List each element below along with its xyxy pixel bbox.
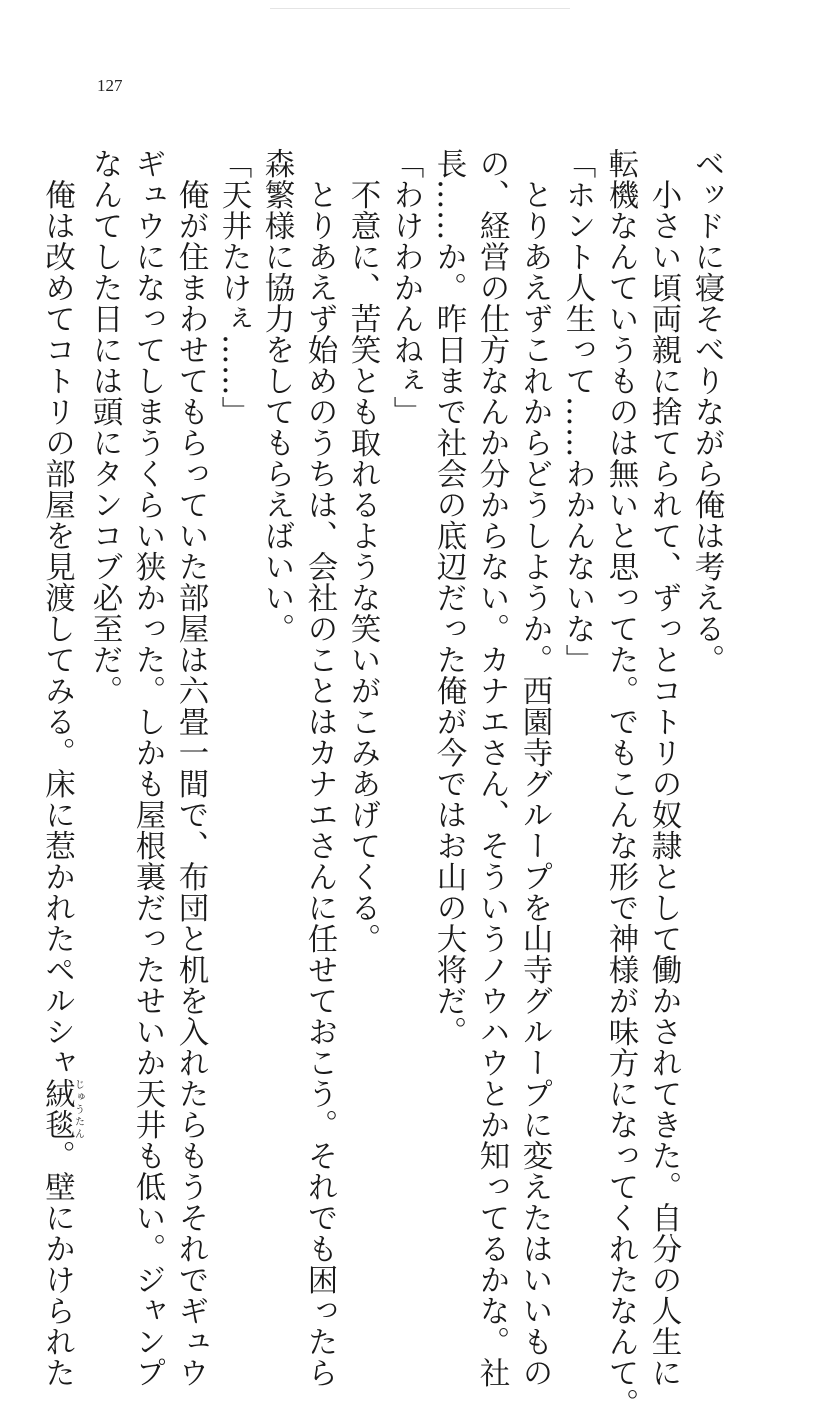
text-line-15: なんてした日には頭にタンコブ必至だ。 <box>87 148 122 706</box>
text-line-16 <box>36 148 84 1388</box>
text-line-16-before: 俺は改めてコトリの部屋を見渡してみる。床に惹かれたペルシャ <box>39 148 75 1078</box>
ruby-word <box>39 1078 84 1140</box>
text-line-4: 「ホント人生って……わかんないな」 <box>560 148 595 675</box>
text-line-10: とりあえず始めのうちは、会社のことはカナエさんに任せておこう。それでも困ったら <box>302 148 337 1388</box>
text-line-3: 転機なんていうものは無いと思ってた。でもこんな形で神様が味方になってくれたなんて。 <box>603 148 638 1419</box>
text-line-6: の、経営の仕方なんか分からない。カナエさん、そういうノウハウとか知ってるかな。社 <box>474 148 509 1388</box>
text-line-2: 小さい頃両親に捨てられて、ずっとコトリの奴隷として働かされてきた。自分の人生に <box>646 148 681 1388</box>
scan-edge-line <box>270 8 570 9</box>
text-line-12: 「天井たけぇ……」 <box>216 148 251 427</box>
text-line-7: 長……か。昨日まで社会の底辺だった俺が今ではお山の大将だ。 <box>431 148 466 1047</box>
page-number: 127 <box>97 76 123 95</box>
text-line-8: 「わけわかんねぇ」 <box>388 148 423 427</box>
text-line-16-after: 。壁にかけられた <box>39 1140 75 1388</box>
text-line-5: とりあえずこれからどうしようか。西園寺グループを山寺グループに変えたはいいもの <box>517 148 552 1388</box>
text-line-9: 不意に、苦笑とも取れるような笑いがこみあげてくる。 <box>345 148 380 954</box>
ruby-reading: じゅうたん <box>72 1078 84 1140</box>
text-line-1: ベッドに寝そべりながら俺は考える。 <box>689 148 724 675</box>
text-line-13: 俺が住まわせてもらっていた部屋は六畳一間で、布団と机を入れたらもうそれでギュウ <box>173 148 208 1388</box>
vertical-text-body <box>39 148 728 1419</box>
ruby-base: 絨毯 <box>39 1078 75 1140</box>
text-line-11: 森繁様に協力をしてもらえばいい。 <box>259 148 294 644</box>
text-line-14: ギュウになってしまうくらい狭かった。しかも屋根裏だったせいか天井も低い。ジャンプ <box>130 148 165 1388</box>
